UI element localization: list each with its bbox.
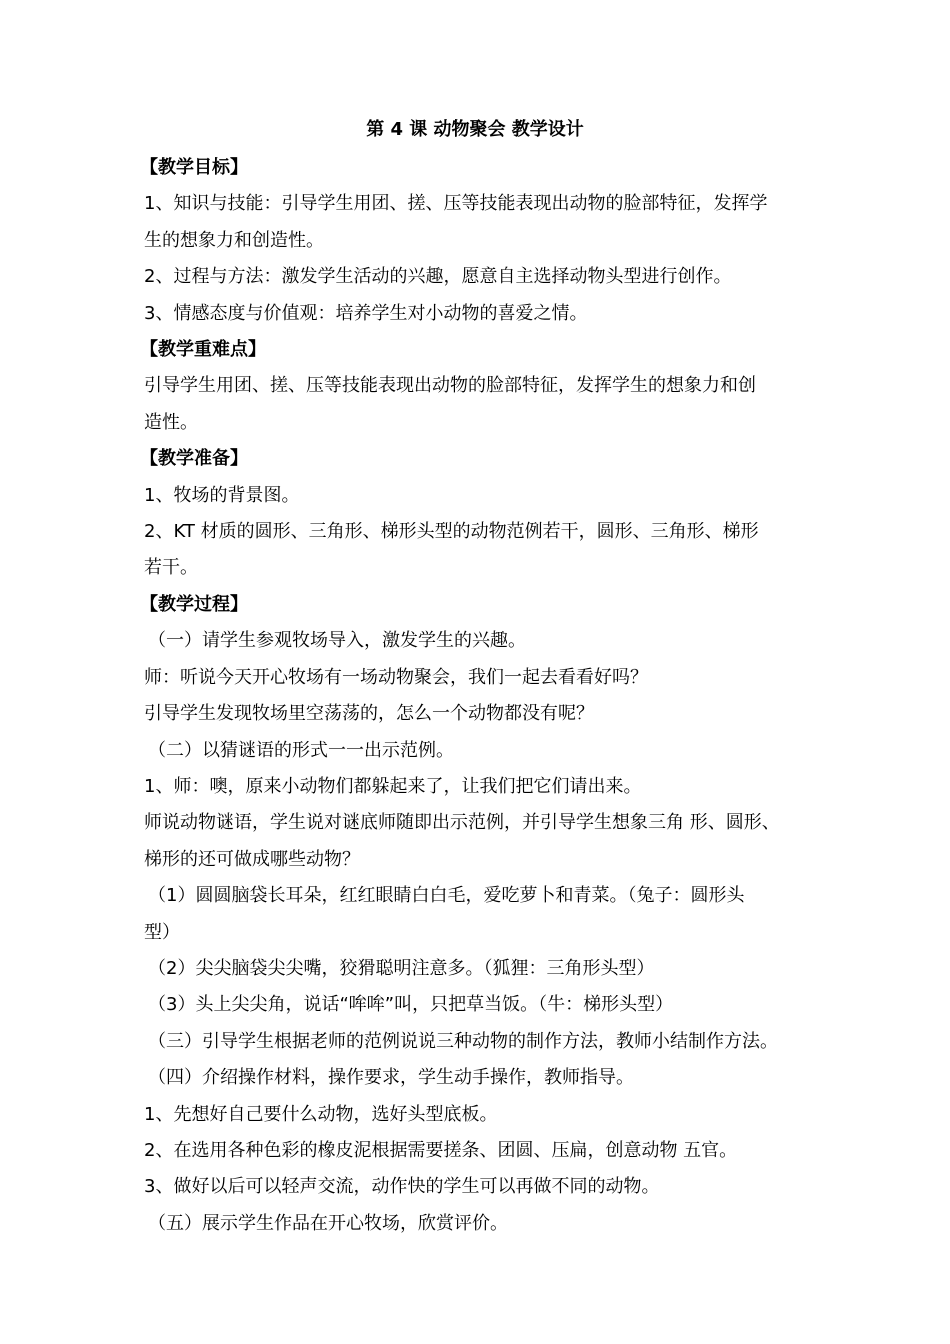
process-step-1: （一）请学生参观牧场导入，激发学生的兴趣。 bbox=[148, 630, 526, 652]
preparation-line-1: 1、牧场的背景图。 bbox=[144, 484, 300, 506]
document-title: 第 4 课 动物聚会 教学设计 bbox=[366, 119, 584, 140]
riddle-1-cont: 型） bbox=[144, 921, 180, 943]
process-line: 2、在选用各种色彩的橡皮泥根据需要搓条、团圆、压扁，创意动物 五官。 bbox=[144, 1139, 738, 1161]
process-step-2: （二）以猜谜语的形式一一出示范例。 bbox=[148, 739, 454, 761]
document-body bbox=[140, 150, 814, 1242]
process-line: 梯形的还可做成哪些动物？ bbox=[144, 848, 360, 870]
process-line: 3、做好以后可以轻声交流，动作快的学生可以再做不同的动物。 bbox=[144, 1176, 660, 1198]
objective-line-1: 1、知识与技能：引导学生用团、搓、压等技能表现出动物的脸部特征，发挥学 bbox=[144, 193, 768, 215]
process-line: 引导学生发现牧场里空荡荡的，怎么一个动物都没有呢？ bbox=[144, 703, 594, 725]
section-heading-process: 【教学过程】 bbox=[140, 593, 248, 615]
process-line: 师：听说今天开心牧场有一场动物聚会，我们一起去看看好吗？ bbox=[144, 666, 648, 688]
process-line: 1、先想好自己要什么动物，选好头型底板。 bbox=[144, 1103, 498, 1125]
riddle-3: （3）头上尖尖角，说话“哞哞”叫，只把草当饭。（牛：梯形头型） bbox=[148, 994, 674, 1016]
process-step-4: （四）介绍操作材料，操作要求，学生动手操作，教师指导。 bbox=[148, 1067, 634, 1089]
riddle-2: （2）尖尖脑袋尖尖嘴，狡猾聪明注意多。（狐狸：三角形头型） bbox=[148, 957, 655, 979]
objective-line-2: 2、过程与方法：激发学生活动的兴趣，愿意自主选择动物头型进行创作。 bbox=[144, 266, 732, 288]
key-points-line-cont: 造性。 bbox=[144, 411, 198, 433]
section-heading-objectives: 【教学目标】 bbox=[140, 157, 248, 178]
preparation-line-2: 2、KT 材质的圆形、三角形、梯形头型的动物范例若干，圆形、三角形、梯形 bbox=[144, 521, 759, 543]
preparation-line-2-cont: 若干。 bbox=[144, 557, 198, 579]
objective-line-3: 3、情感态度与价值观：培养学生对小动物的喜爱之情。 bbox=[144, 302, 588, 324]
process-step-3: （三）引导学生根据老师的范例说说三种动物的制作方法，教师小结制作方法。 bbox=[148, 1030, 778, 1052]
process-line: 师说动物谜语，学生说对谜底师随即出示范例，并引导学生想象三角 形、圆形、 bbox=[144, 812, 780, 834]
process-line: 1、师：噢，原来小动物们都躲起来了，让我们把它们请出来。 bbox=[144, 775, 642, 797]
riddle-1: （1）圆圆脑袋长耳朵，红红眼睛白白毛，爱吃萝卜和青菜。（兔子：圆形头 bbox=[148, 885, 745, 907]
objective-line-1-cont: 生的想象力和创造性。 bbox=[144, 229, 324, 251]
key-points-line: 引导学生用团、搓、压等技能表现出动物的脸部特征，发挥学生的想象力和创 bbox=[144, 375, 756, 397]
section-heading-key-points: 【教学重难点】 bbox=[140, 339, 266, 361]
process-step-5: （五）展示学生作品在开心牧场，欣赏评价。 bbox=[148, 1212, 508, 1234]
section-heading-preparation: 【教学准备】 bbox=[140, 448, 248, 470]
